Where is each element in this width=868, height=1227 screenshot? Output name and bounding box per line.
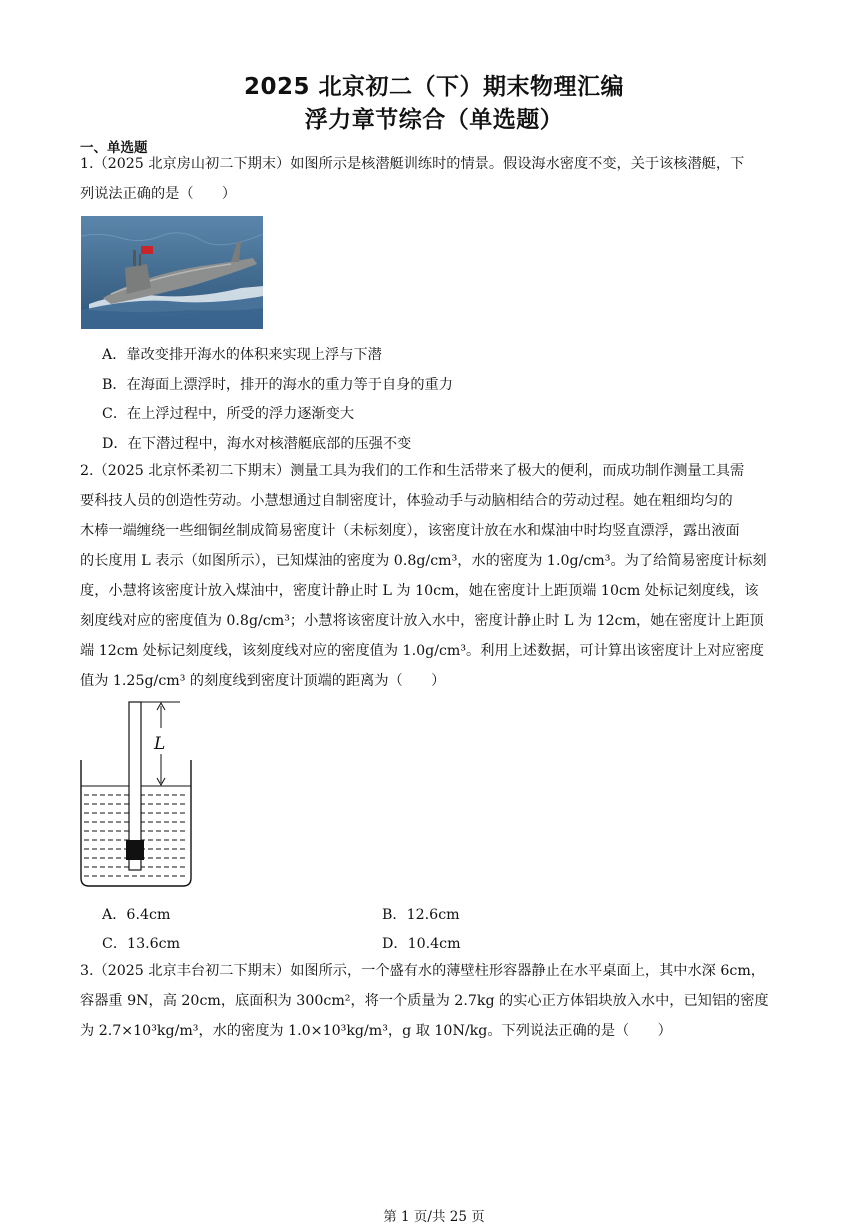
question-2-option-d[interactable]: D．10.4cm bbox=[382, 936, 461, 952]
page-subtitle: 浮力章节综合（单选题） bbox=[304, 107, 564, 133]
question-3-line: 为 2.7×10³kg/m³，水的密度为 1.0×10³kg/m³，g 取 10N/kg。下列说法正确的是（ ） bbox=[80, 1023, 672, 1039]
question-2-line: 端 12cm 处标记刻度线，该刻度线对应的密度值为 1.0g/cm³。利用上述数据，可计算出该密度计上对应密度 bbox=[80, 643, 764, 659]
question-1-line: 列说法正确的是（ ） bbox=[80, 186, 237, 202]
question-2-line: 的长度用 L 表示（如图所示），已知煤油的密度为 0.8g/cm³，水的密度为 1.0g/cm³。为了给简易密度计标刻 bbox=[80, 553, 767, 569]
question-2-option-c[interactable]: C．13.6cm bbox=[102, 936, 181, 952]
question-2-line: 木棒一端缠绕一些细铜丝制成简易密度计（未标刻度），该密度计放在水和煤油中时均竖直漂浮，露出液面 bbox=[80, 523, 740, 539]
section-heading: 一、单选题 bbox=[80, 140, 148, 156]
question-2-line: 2.（2025 北京怀柔初二下期末）测量工具为我们的工作和生活带来了极大的便利，而成功制作测量工具需 bbox=[80, 463, 745, 479]
figure-label-l: L bbox=[154, 734, 166, 754]
question-2-option-b[interactable]: B．12.6cm bbox=[382, 907, 460, 923]
question-3-stem bbox=[80, 956, 792, 1046]
question-3-line: 3.（2025 北京丰台初二下期末）如图所示，一个盛有水的薄壁柱形容器静止在水平桌面上，其中水深 6cm， bbox=[80, 963, 765, 979]
hydrometer-diagram bbox=[76, 698, 196, 897]
question-1-line: 1.（2025 北京房山初二下期末）如图所示是核潜艇训练时的情景。假设海水密度不变，关于该核潜艇，下 bbox=[80, 156, 745, 172]
question-1-option-c[interactable]: C．在上浮过程中，所受的浮力逐渐变大 bbox=[102, 406, 355, 422]
page-number: 第 1 页/共 25 页 bbox=[383, 1209, 485, 1225]
question-2-stem bbox=[80, 456, 792, 696]
question-2-line: 值为 1.25g/cm³ 的刻度线到密度计顶端的距离为（ ） bbox=[80, 673, 446, 689]
question-1-option-d[interactable]: D．在下潜过程中，海水对核潜艇底部的压强不变 bbox=[102, 436, 412, 452]
page-title: 2025 北京初二（下）期末物理汇编 bbox=[243, 74, 625, 100]
question-2-line: 刻度线对应的密度值为 0.8g/cm³；小慧将该密度计放入水中，密度计静止时 L 为 12cm，她在密度计上距顶 bbox=[80, 613, 764, 629]
submarine-photo bbox=[81, 216, 263, 329]
question-2-line: 度，小慧将该密度计放入煤油中，密度计静止时 L 为 10cm，她在密度计上距顶端 10cm 处标记刻度线，该 bbox=[80, 583, 759, 599]
question-2-option-a[interactable]: A．6.4cm bbox=[102, 907, 171, 923]
question-2-line: 要科技人员的创造性劳动。小慧想通过自制密度计，体验动手与动脑相结合的劳动过程。她在粗细均匀的 bbox=[80, 493, 733, 509]
question-1-option-a[interactable]: A．靠改变排开海水的体积来实现上浮与下潜 bbox=[102, 347, 382, 363]
question-3-line: 容器重 9N，高 20cm，底面积为 300cm²，将一个质量为 2.7kg 的实心正方体铝块放入水中，已知铝的密度 bbox=[80, 993, 769, 1009]
question-1-option-b[interactable]: B．在海面上漂浮时，排开的海水的重力等于自身的重力 bbox=[102, 377, 453, 393]
question-1-stem bbox=[80, 149, 792, 209]
